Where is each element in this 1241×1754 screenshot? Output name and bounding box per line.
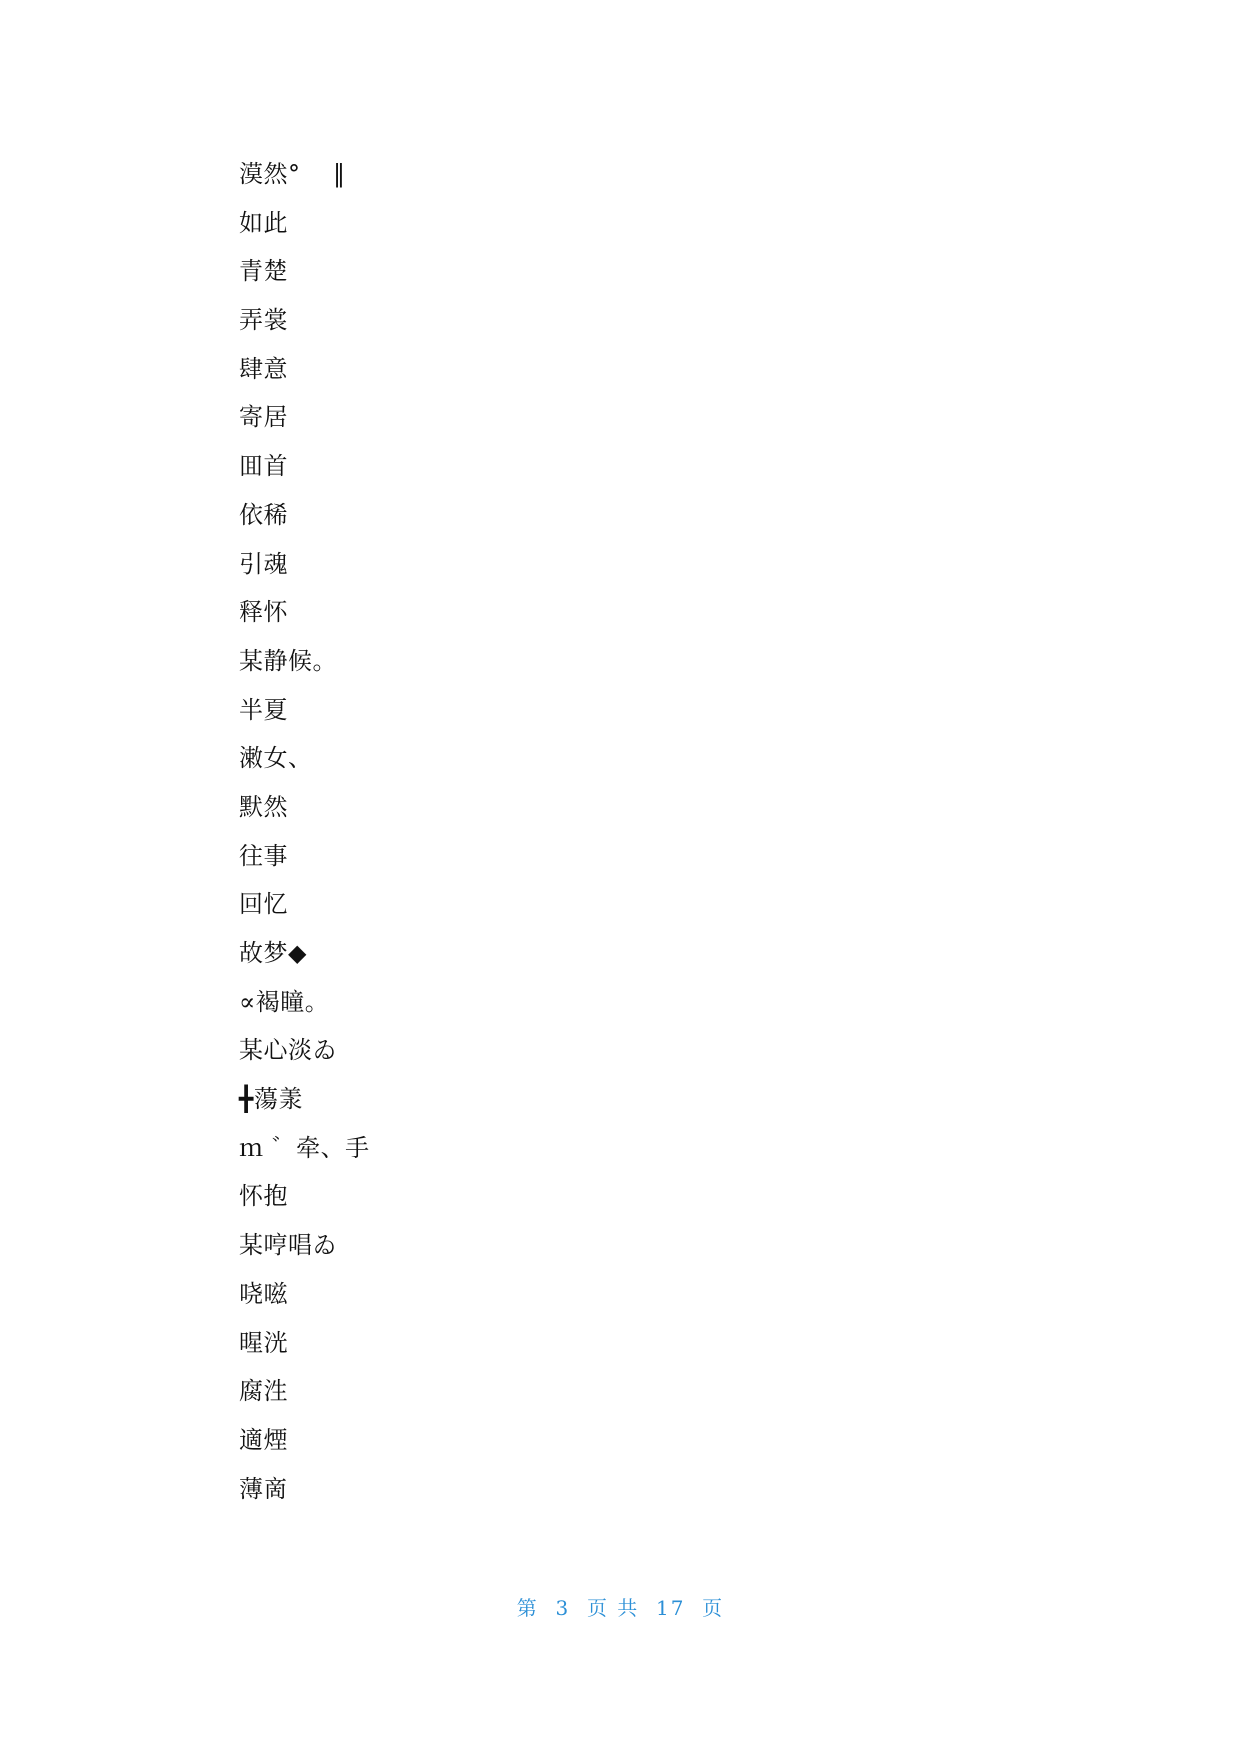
text-line: 薄啇 [239,1474,288,1503]
text-line: 哓嗞 [239,1279,288,1308]
text-line: 如此 [239,208,288,237]
text-line: 半夏 [239,695,288,724]
text-line: 引魂 [239,549,288,578]
text-line: 释怀 [239,598,288,627]
text-line: 寄居 [239,403,288,432]
text-line: 故梦◆ [239,939,307,967]
text-line: 適煙 [239,1425,288,1454]
text-line: 某静候。 [239,646,337,675]
text-line: 依稀 [239,500,288,529]
text-line: 青楚 [239,257,288,286]
text-line: 怀抱 [239,1182,288,1211]
text-line: 回忆 [239,890,288,919]
text-line: 某哼唱ゐ [239,1231,337,1260]
text-line: 腐泩 [239,1377,288,1406]
text-line: 漠然° ‖ [239,160,346,188]
text-line: 某心淡ゐ [239,1036,337,1065]
text-line: 囬首 [239,452,288,481]
text-line: 潄女、 [239,744,313,773]
text-lines [239,150,939,1513]
text-line: 弄裳 [239,306,288,335]
text-line: 肆意 [239,354,288,383]
text-line: 默然 [239,792,288,821]
text-line: 暒洸 [239,1328,288,1357]
text-line: ｍ ゛牵、手 [239,1133,370,1162]
text-line: ∝褐瞳。 [239,987,330,1016]
text-line: 往事 [239,841,288,870]
page-number-footer: 第 3 页 共 17 页 [516,1596,725,1620]
text-line: ╋蕩羕 [239,1085,303,1114]
